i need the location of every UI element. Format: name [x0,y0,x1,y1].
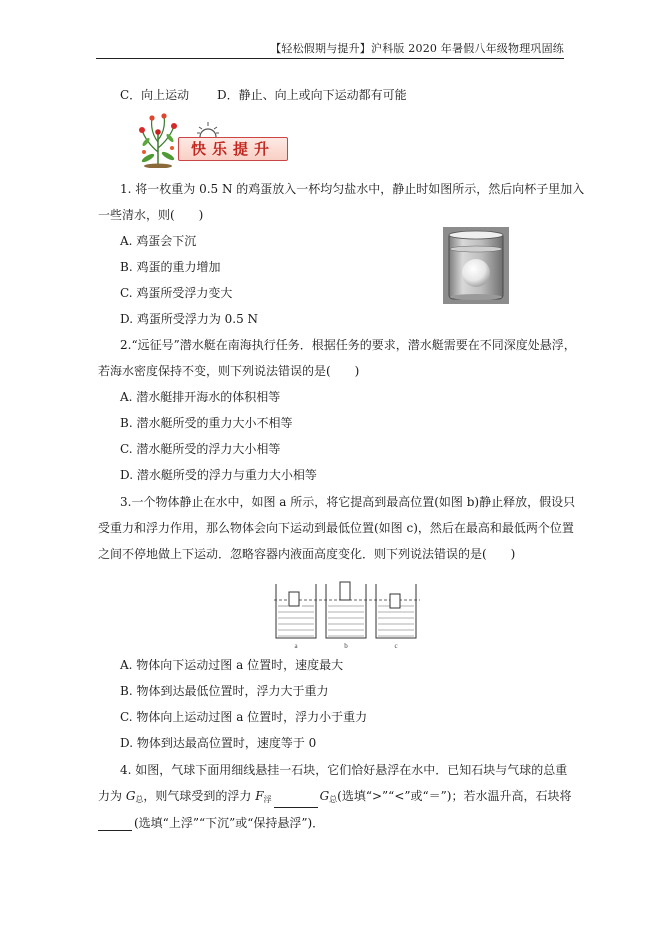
q3-option-b: B. 物体到达最低位置时，浮力大于重力 [120,684,329,698]
q1-option-c: C. 鸡蛋所受浮力变大 [120,286,233,300]
q2-option-d: D. 潜水艇所受的浮力与重力大小相等 [120,468,317,482]
vessel-label-b: b [344,642,348,650]
q3-option-d: D. 物体到达最高位置时，速度等于 0 [120,736,317,750]
three-vessels-figure [274,574,420,650]
q4-line-3-text: (选填“上浮”“下沉”或“保持悬浮”)． [134,816,325,830]
q4-line-3 [98,815,324,831]
q4-symbol-g-sub: 总 [135,795,144,804]
q3-line-3: 之间不停地做上下运动．忽略容器内液面高度变化．则下列说法错误的是( ) [98,547,516,561]
q4-blank-2[interactable] [98,818,132,831]
section-title: 快乐提升 [190,140,275,158]
q4-line-1: 4. 如图，气球下面用细线悬挂一石块，它们恰好悬浮在水中．已知石块与气球的总重 [120,763,568,777]
q4-line-2 [98,788,571,808]
q4-blank-1[interactable] [274,795,318,808]
section-banner [178,137,288,161]
q1-line-1: 1. 将一枚重为 0.5 N 的鸡蛋放入一杯均匀盐水中，静止时如图所示，然后向杯子里加入 [120,182,585,196]
q3-option-c: C. 物体向上运动过图 a 位置时，浮力小于重力 [120,710,368,724]
q3-line-2: 受重力和浮力作用，那么物体会向下运动到最低位置(如图 c)，然后在最高和最低两个位置 [98,521,574,535]
q2-line-1: 2.“远征号”潜水艇在南海执行任务．根据任务的要求，潜水艇需要在不同深度处悬浮， [120,338,576,352]
q1-option-b: B. 鸡蛋的重力增加 [120,260,221,274]
flower-plant-icon [136,112,180,168]
header-rule [96,58,564,59]
q4-symbol-f-sub: 浮 [263,795,272,804]
q4-text-a: 力为 [98,789,126,803]
q3-line-1: 3.一个物体静止在水中，如图 a 所示，将它提高到最高位置(如图 b)静止释放，假设只 [120,495,576,509]
page-header: 【轻松假期与提升】沪科版 2020 年暑假八年级物理巩固练 [270,42,564,55]
q2-option-a: A. 潜水艇排开海水的体积相等 [120,390,281,404]
q4-symbol-f: F [255,789,264,803]
egg-in-beaker-image [443,227,509,304]
q4-symbol-g2: G [319,789,330,803]
q2-option-c: C. 潜水艇所受的浮力大小相等 [120,442,281,456]
q1-option-d: D. 鸡蛋所受浮力为 0.5 N [120,312,259,326]
vessel-label-a: a [294,642,298,650]
q2-line-2: 若海水密度保持不变，则下列说法错误的是( ) [98,364,360,378]
q3-option-a: A. 物体向下运动过图 a 位置时，速度最大 [120,658,344,672]
q4-symbol-g2-sub: 总 [329,795,338,804]
prev-option-d: D．静止、向上或向下运动都有可能 [217,88,407,102]
vessel-label-c: c [394,642,398,650]
q4-symbol-g: G [125,789,136,803]
q2-option-b: B. 潜水艇所受的重力大小不相等 [120,416,293,430]
prev-option-c: C．向上运动 [120,88,190,102]
q4-text-c: (选填“>”“<”或“＝”)；若水温升高，石块将 [337,789,572,803]
sun-icon [196,120,220,138]
q4-text-b: ，则气球受到的浮力 [143,789,256,803]
q1-option-a: A. 鸡蛋会下沉 [120,234,197,248]
q1-line-2: 一些清水，则( ) [98,208,204,222]
